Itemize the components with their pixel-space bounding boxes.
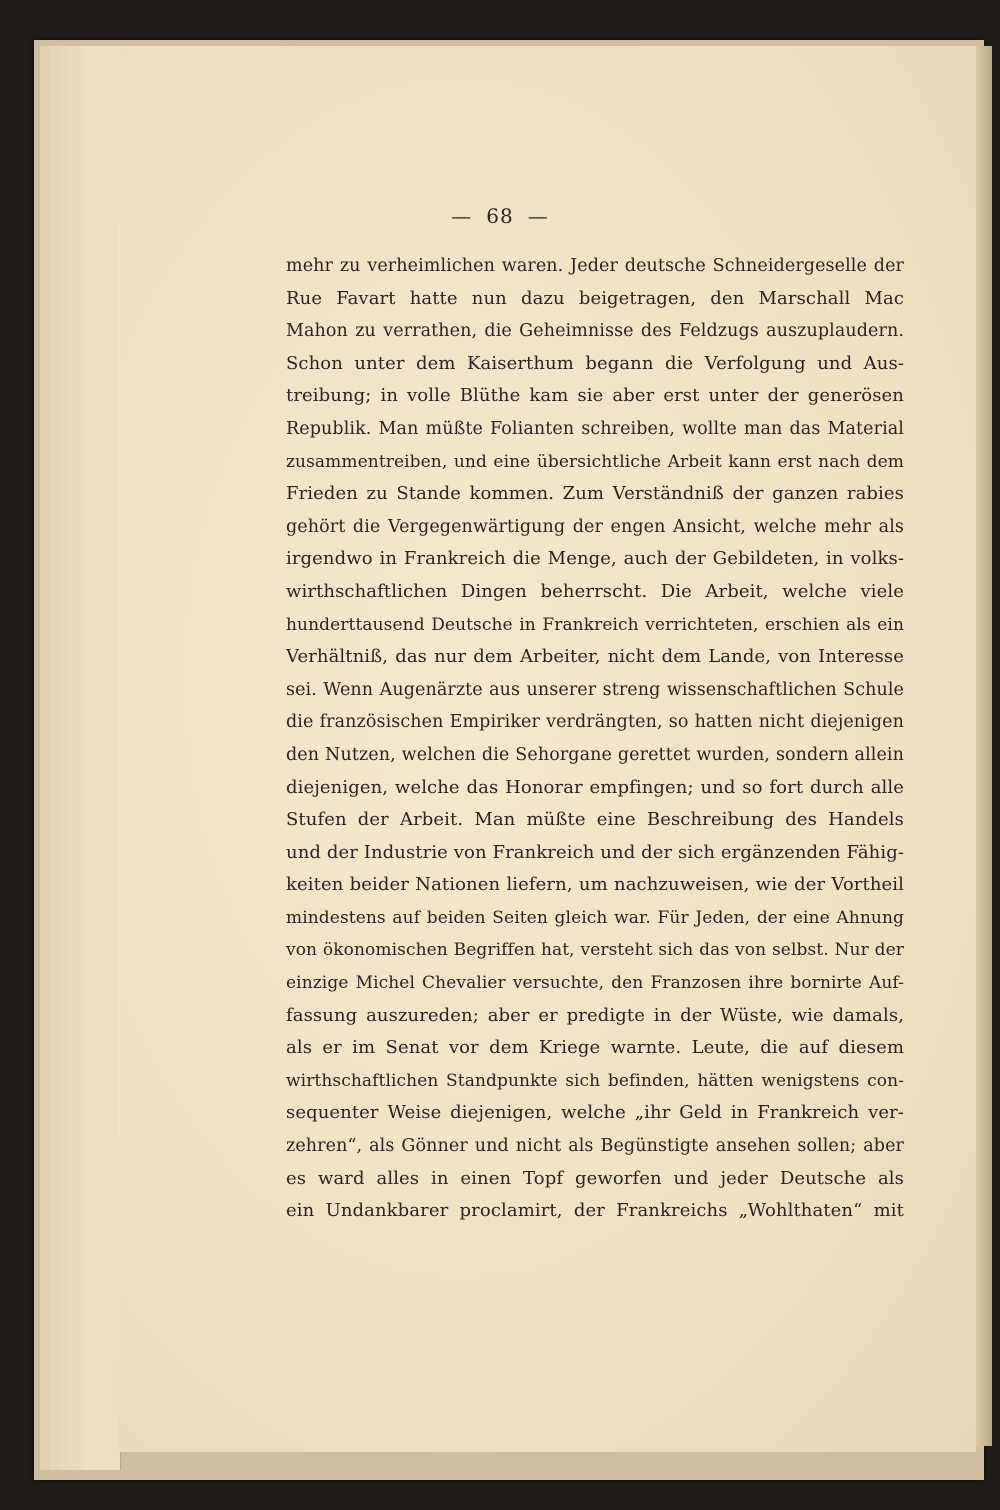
- text-line: und der Industrie von Frankreich und der sich ergänzenden Fähig-: [286, 841, 904, 863]
- text-line: von ökonomischen Begriffen hat, versteht sich das von selbst. Nur der: [286, 940, 904, 961]
- page-number-dash-right: —: [527, 204, 549, 228]
- text-line: Republik. Man müßte Folianten schreiben, wollte man das Material: [286, 418, 904, 439]
- text-line: hunderttausend Deutsche in Frankreich verrichteten, erschien als ein: [286, 614, 904, 635]
- text-line: Schon unter dem Kaiserthum begann die Verfolgung und Aus-: [286, 352, 904, 374]
- text-line: wirthschaftlichen Standpunkte sich befinden, hätten wenigstens con-: [286, 1070, 904, 1091]
- text-line: fassung auszureden; aber er predigte in der Wüste, wie damals,: [286, 1004, 904, 1026]
- text-line: sequenter Weise diejenigen, welche „ihr Geld in Frankreich ver-: [286, 1102, 904, 1124]
- text-line: Mahon zu verrathen, die Geheimnisse des Feldzugs auszuplaudern.: [286, 321, 904, 342]
- text-line: keiten beider Nationen liefern, um nachzuweisen, wie der Vortheil: [286, 874, 904, 896]
- text-line: sei. Wenn Augenärzte aus unserer streng wissenschaftlichen Schule: [286, 679, 904, 700]
- text-line: den Nutzen, welchen die Sehorgane gerettet wurden, sondern allein: [286, 744, 904, 765]
- text-line: Verhältniß, das nur dem Arbeiter, nicht dem Lande, von Interesse: [286, 646, 904, 668]
- page-number: [0, 204, 1000, 228]
- text-line: ein Undankbarer proclamirt, der Frankreichs „Wohlthaten“ mit: [286, 1200, 904, 1222]
- text-line: diejenigen, welche das Honorar empfingen; und so fort durch alle: [286, 776, 904, 798]
- text-line: irgendwo in Frankreich die Menge, auch der Gebildeten, in volks-: [286, 548, 904, 570]
- text-line: die französischen Empiriker verdrängten, so hatten nicht diejenigen: [286, 712, 904, 733]
- page-gutter: [976, 46, 992, 1446]
- text-line: es ward alles in einen Topf geworfen und jeder Deutsche als: [286, 1167, 904, 1189]
- text-line: gehört die Vergegenwärtigung der engen Ansicht, welche mehr als: [286, 516, 904, 537]
- text-line: zusammentreiben, und eine übersichtliche Arbeit kann erst nach dem: [286, 451, 904, 472]
- page-number-value: 68: [486, 204, 514, 228]
- text-line: Stufen der Arbeit. Man müßte eine Beschreibung des Handels: [286, 809, 904, 831]
- text-line: als er im Senat vor dem Kriege warnte. Leute, die auf diesem: [286, 1037, 904, 1059]
- page-edge: [84, 46, 121, 1470]
- page-number-dash-left: —: [451, 204, 473, 228]
- text-line: zehren“, als Gönner und nicht als Begünstigte ansehen sollen; aber: [286, 1136, 904, 1157]
- text-line: Frieden zu Stande kommen. Zum Verständniß der ganzen rabies: [286, 483, 904, 505]
- body-text: [286, 250, 904, 1228]
- text-line: einzige Michel Chevalier versuchte, den Franzosen ihre bornirte Auf-: [286, 973, 904, 994]
- text-line: Rue Favart hatte nun dazu beigetragen, den Marschall Mac: [286, 287, 904, 309]
- text-line: treibung; in volle Blüthe kam sie aber erst unter der generösen: [286, 385, 904, 407]
- text-line: wirthschaftlichen Dingen beherrscht. Die Arbeit, welche viele: [286, 580, 904, 602]
- text-line: mehr zu verheimlichen waren. Jeder deutsche Schneidergeselle der: [286, 256, 904, 276]
- text-line: mindestens auf beiden Seiten gleich war. Für Jeden, der eine Ahnung: [286, 907, 904, 928]
